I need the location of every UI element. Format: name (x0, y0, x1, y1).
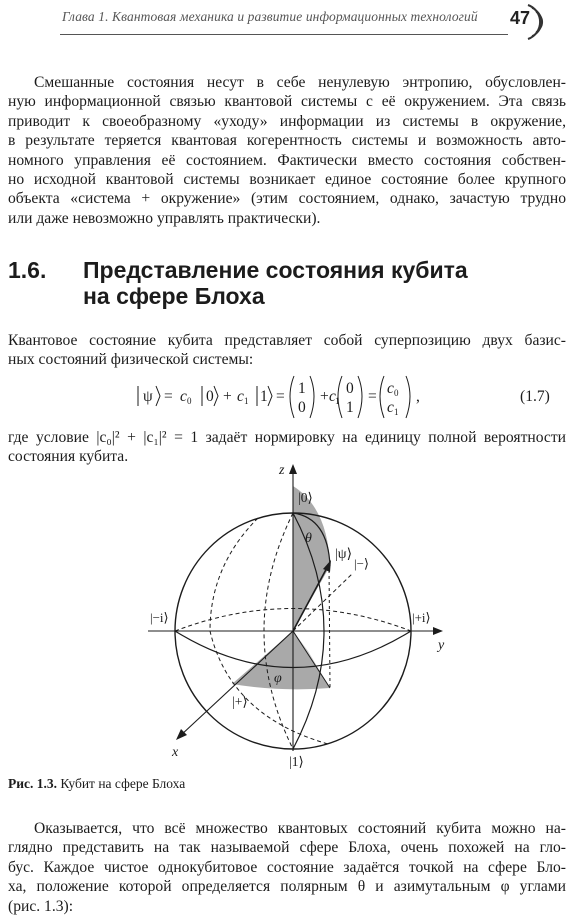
text-line: состояния кубита. (8, 448, 129, 466)
paragraph-bloch-intro (8, 819, 566, 916)
x-label: x (172, 745, 179, 760)
svg-text:0: 0 (394, 388, 399, 398)
svg-text:0: 0 (187, 396, 192, 406)
equation-number: (1.7) (520, 388, 550, 405)
svg-text:1: 1 (394, 407, 399, 417)
svg-text:=: = (276, 388, 285, 405)
svg-text:c: c (387, 380, 394, 397)
svg-text:=: = (368, 388, 377, 405)
text-line: (рис. 1.3): (8, 897, 74, 915)
svg-text:+: + (223, 388, 232, 405)
svg-text:+: + (320, 388, 329, 405)
text-line: Квантовое состояние кубита представляет собой суперпозицию двух базис- (8, 332, 566, 349)
text-line: номного управления её состоянием. Фактически вместо состояния собствен- (8, 151, 566, 169)
text-line: но исходной квантовой системы возникает единое состояние более крупного (8, 171, 566, 189)
svg-text:1: 1 (298, 380, 306, 397)
text-line: бус. Каждое чистое однокубитовое состояние задаётся точкой на сфере Бло- (8, 858, 566, 876)
text-line: или даже невозможно управлять практически). (8, 209, 321, 227)
equation-1-7 (134, 372, 434, 426)
svg-text:0: 0 (298, 399, 306, 416)
caption-text: Кубит на сфере Блоха (57, 776, 186, 791)
plus-i-label: |+i⟩ (412, 610, 431, 625)
section-title-line: на сфере Блоха (83, 283, 265, 309)
section-title (83, 257, 468, 309)
y-label: y (438, 638, 445, 653)
svg-text:ψ: ψ (143, 388, 153, 405)
svg-text:c: c (180, 388, 187, 405)
text-line: ных состояний физической системы: (8, 351, 254, 369)
running-header: Глава 1. Квантовая механика и развитие информационных технологий (62, 9, 478, 24)
svg-text:c: c (237, 388, 244, 405)
section-number: 1.6. (8, 257, 47, 283)
paragraph-superposition (8, 331, 566, 370)
section-title-line: Представление состояния кубита (83, 257, 468, 283)
plus-label: |+⟩ (232, 694, 248, 709)
theta-label: θ (305, 531, 312, 546)
minus-label: |−⟩ (354, 556, 370, 571)
svg-text:1: 1 (346, 399, 354, 416)
text-line: Смешанные состояния несут в себе ненулевую энтропию, обусловлен- (34, 74, 566, 91)
svg-text:c: c (387, 399, 394, 416)
text-line: где условие |c₀|² + |c₁|² = 1 задаёт нормировку на единицу полной вероятности (8, 429, 566, 446)
caption-label: Рис. 1.3. (8, 776, 58, 791)
svg-text:1: 1 (244, 396, 249, 406)
ket0-label: |0⟩ (298, 490, 313, 505)
psi-label: |ψ⟩ (335, 547, 353, 562)
ket1-label: |1⟩ (289, 754, 304, 769)
header-rule (60, 34, 508, 35)
page-number: 47 (509, 8, 530, 28)
z-label: z (279, 463, 285, 478)
text-line: ную информационной связью квантовой системы с её окружением. Эта связь (8, 93, 566, 111)
text-line: глядно представить на так называемой сфере Блоха, очень похожей на гло- (8, 839, 566, 857)
theta-sector (293, 486, 330, 631)
svg-text:=: = (164, 388, 173, 405)
svg-text:0: 0 (346, 380, 354, 397)
text-line: Оказывается, что всё множество квантовых состояний кубита можно на- (34, 820, 566, 837)
figure-caption (8, 776, 185, 792)
svg-text:1: 1 (260, 388, 268, 405)
svg-text:1: 1 (335, 396, 340, 406)
bloch-sphere-figure (140, 456, 456, 776)
svg-text:,: , (416, 388, 420, 405)
phi-label: φ (274, 671, 282, 686)
text-line: ха, положение которой определяется полярным θ и азимутальным φ углами (8, 878, 566, 896)
text-line: объекта «система + окружение» (этим состоянием, однако, зачастую трудно (8, 190, 566, 208)
text-line: в результате теряется квантовая когерентность системы и возможность авто- (8, 132, 566, 150)
svg-text:c: c (329, 388, 336, 405)
paragraph-mixed-states (8, 73, 566, 228)
minus-i-label: |−i⟩ (150, 610, 169, 625)
svg-text:0: 0 (206, 388, 214, 405)
text-line: приводит к своеобразному «уходу» информации из системы в окружение, (8, 112, 566, 130)
